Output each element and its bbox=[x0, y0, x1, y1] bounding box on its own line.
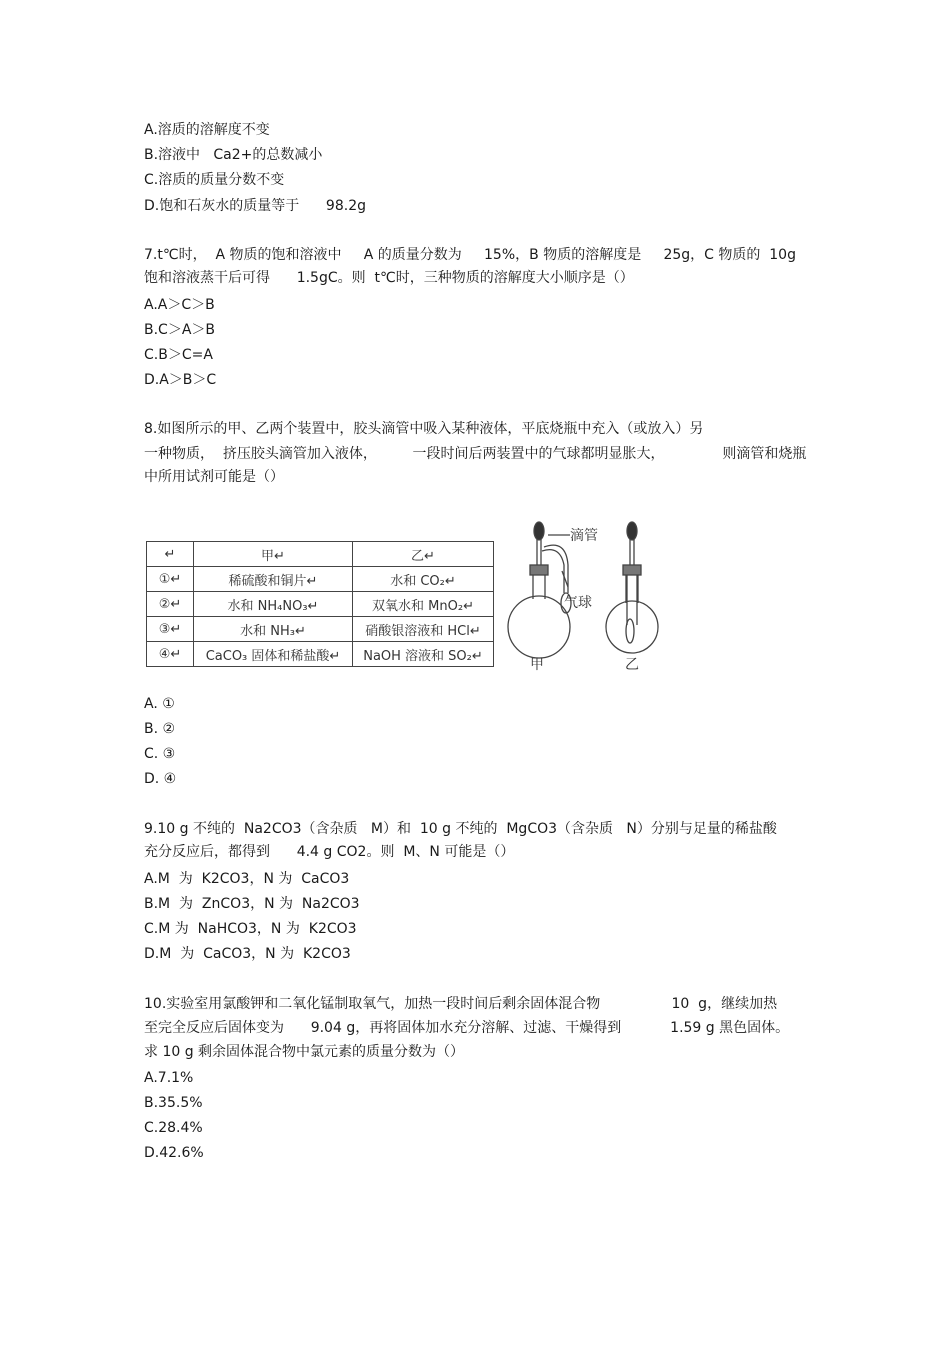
q8-stem-line2: 一种物质， 挤压胶头滴管加入液体， 一段时间后两装置中的气球都明显胀大， 则滴管和烧瓶 bbox=[144, 446, 807, 462]
table-cell: 硝酸银溶液和 HCl↵ bbox=[353, 617, 494, 642]
q8-option-c: C. ③ bbox=[144, 746, 176, 762]
q7-option-a: A.A＞C＞B bbox=[144, 297, 215, 313]
label-dropper: 滴管 bbox=[570, 528, 598, 544]
q9-option-a: A.M 为 K2CO3，N 为 CaCO3 bbox=[144, 871, 350, 887]
q10-stem-line2: 至完全反应后固体变为 9.04 g，再将固体加水充分溶解、过滤、干燥得到 1.59 g 黑色固体。 bbox=[144, 1020, 790, 1036]
dropper-bulb-jia bbox=[534, 522, 544, 540]
table-header-row bbox=[147, 542, 494, 567]
q10-option-c: C.28.4% bbox=[144, 1120, 203, 1136]
table-cell: ③↵ bbox=[147, 617, 194, 642]
table-cell: NaOH 溶液和 SO₂↵ bbox=[353, 642, 494, 667]
label-yi: 乙 bbox=[625, 657, 639, 673]
q6-option-b: B.溶液中 Ca2+的总数减小 bbox=[144, 147, 323, 163]
q9-option-b: B.M 为 ZnCO3，N 为 Na2CO3 bbox=[144, 896, 360, 912]
table-cell: 稀硫酸和铜片↵ bbox=[194, 567, 353, 592]
q9-option-c: C.M 为 NaHCO3，N 为 K2CO3 bbox=[144, 921, 357, 937]
q8-option-b: B. ② bbox=[144, 721, 176, 737]
q10-stem-line3: 求 10 g 剩余固体混合物中氯元素的质量分数为（） bbox=[144, 1044, 465, 1060]
q7-option-d: D.A＞B＞C bbox=[144, 372, 217, 388]
table-row bbox=[147, 567, 494, 592]
label-balloon: 气球 bbox=[564, 595, 592, 611]
flask-yi bbox=[606, 601, 658, 653]
q8-apparatus-figure bbox=[500, 515, 670, 675]
table-cell: ①↵ bbox=[147, 567, 194, 592]
q10-option-a: A.7.1% bbox=[144, 1070, 194, 1086]
q7-option-c: C.B＞C=A bbox=[144, 347, 213, 363]
table-cell: 甲↵ bbox=[194, 542, 353, 567]
table-row bbox=[147, 592, 494, 617]
dropper-bulb-yi bbox=[627, 522, 637, 540]
q9-stem-line2: 充分反应后，都得到 4.4 g CO2。则 M、N 可能是（） bbox=[144, 844, 515, 860]
q6-option-a: A.溶质的溶解度不变 bbox=[144, 122, 270, 138]
q9-option-d: D.M 为 CaCO3，N 为 K2CO3 bbox=[144, 946, 351, 962]
q8-option-a: A. ① bbox=[144, 696, 175, 712]
q7-stem-line1: 7.t℃时， A 物质的饱和溶液中 A 的质量分数为 15%，B 物质的溶解度是 25g，C 物质的 10g bbox=[144, 247, 796, 263]
table-cell: 乙↵ bbox=[353, 542, 494, 567]
table-cell: 水和 CO₂↵ bbox=[353, 567, 494, 592]
q8-option-d: D. ④ bbox=[144, 771, 177, 787]
q10-option-d: D.42.6% bbox=[144, 1145, 204, 1161]
q7-stem-line2: 饱和溶液蒸干后可得 1.5gC。则 t℃时，三种物质的溶解度大小顺序是（） bbox=[144, 270, 634, 286]
q10-option-b: B.35.5% bbox=[144, 1095, 203, 1111]
table-cell: CaCO₃ 固体和稀盐酸↵ bbox=[194, 642, 353, 667]
table-cell: 双氧水和 MnO₂↵ bbox=[353, 592, 494, 617]
table-row bbox=[147, 617, 494, 642]
table-cell: ↵ bbox=[147, 542, 194, 567]
table-cell: 水和 NH₄NO₃↵ bbox=[194, 592, 353, 617]
q6-option-c: C.溶质的质量分数不变 bbox=[144, 172, 285, 188]
table-cell: 水和 NH₃↵ bbox=[194, 617, 353, 642]
q10-stem-line1: 10.实验室用氯酸钾和二氧化锰制取氧气，加热一段时间后剩余固体混合物 10 g，继续加热 bbox=[144, 996, 778, 1012]
table-row bbox=[147, 642, 494, 667]
q8-stem-line3: 中所用试剂可能是（） bbox=[144, 469, 284, 485]
q6-option-d: D.饱和石灰水的质量等于 98.2g bbox=[144, 198, 366, 214]
table-cell: ④↵ bbox=[147, 642, 194, 667]
label-jia: 甲 bbox=[530, 657, 544, 673]
q7-option-b: B.C＞A＞B bbox=[144, 322, 216, 338]
q8-reagent-table bbox=[146, 541, 494, 667]
q9-stem-line1: 9.10 g 不纯的 Na2CO3（含杂质 M）和 10 g 不纯的 MgCO3（含杂质 N）分别与足量的稀盐酸 bbox=[144, 821, 777, 837]
q8-stem-line1: 8.如图所示的甲、乙两个装置中，胶头滴管中吸入某种液体，平底烧瓶中充入（或放入）另 bbox=[144, 421, 704, 437]
table-cell: ②↵ bbox=[147, 592, 194, 617]
balloon-yi bbox=[626, 619, 634, 643]
